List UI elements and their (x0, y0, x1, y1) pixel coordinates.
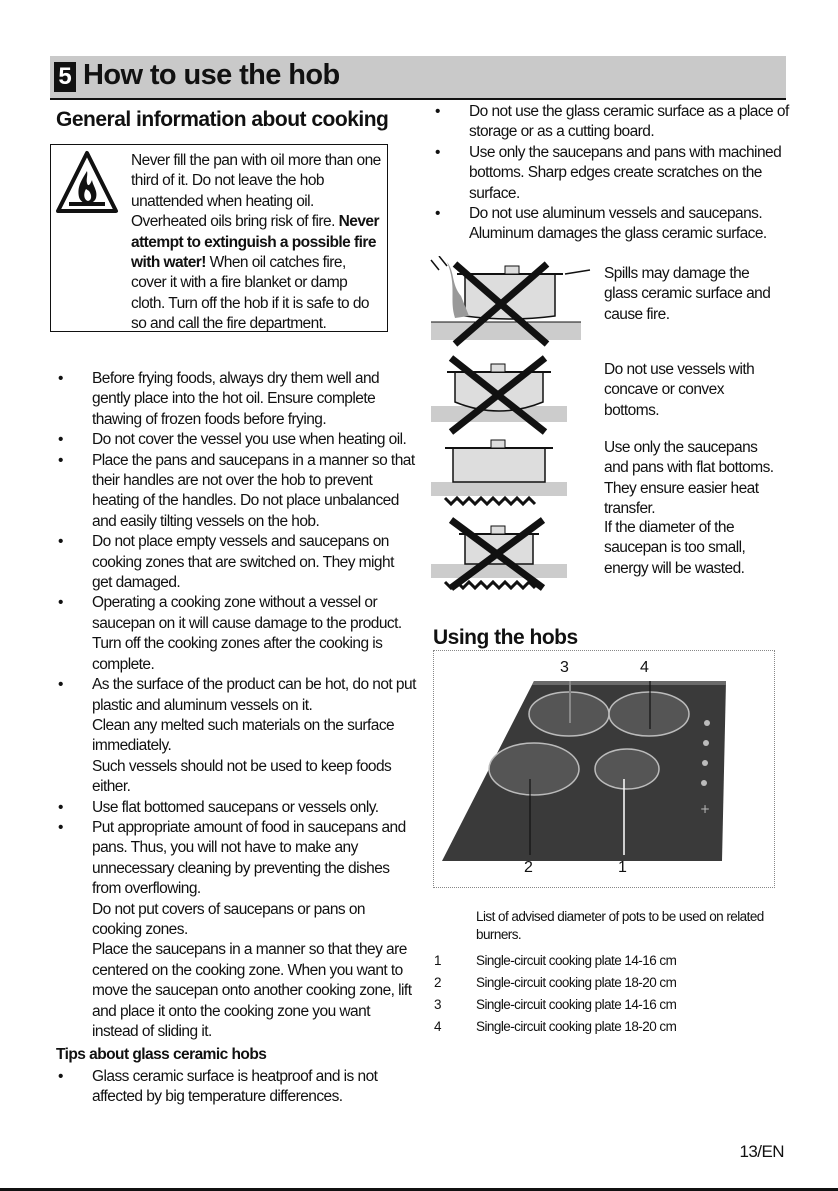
advised-row-number: 3 (434, 997, 441, 1012)
section-title: How to use the hob (83, 59, 340, 91)
hob-label-1: 1 (618, 859, 627, 876)
left-list-item: • Operating a cooking zone without a vessel or saucepan on it will cause damage to the product. Turn off the cooking zones after the cooking is complete. (56, 593, 416, 675)
small-pan-illustration (425, 512, 575, 594)
advised-row-number: 2 (434, 975, 441, 990)
advised-row-number: 1 (434, 953, 441, 968)
page-number: 13/EN (739, 1142, 784, 1161)
left-list-item: • Before frying foods, always dry them well and gently place into the hot oil. Ensure complete thawing of frozen foods before frying. (56, 369, 416, 430)
advised-row-text: Single-circuit cooking plate 14-16 cm (476, 997, 677, 1012)
left-list-item: Do not put covers of saucepans or pans on cooking zones. (92, 900, 365, 938)
right-list-item: • Do not use the glass ceramic surface as a place of storage or as a cutting board. (433, 102, 793, 143)
left-list-item: • Place the pans and saucepans in a manner so that their handles are not over the hob to prevent heating of the handles. Do not place unbalanced and easily tilting vessels on the hob. (56, 451, 416, 533)
warning-text-part1: Never fill the pan with oil more than one third of it. Do not leave the hob unattended when heating oil. Overheated oils bring risk of fire. (131, 152, 381, 231)
left-list-item: • Put appropriate amount of food in saucepans and pans. Thus, you will not have to make any unnecessary cleaning by preventing the dishes from overflowing. (56, 818, 416, 900)
using-hobs-heading: Using the hobs (433, 626, 578, 649)
left-list-item: Clean any melted such materials on the surface immediately. (92, 716, 395, 755)
concave-bottom-illustration (425, 354, 575, 436)
tips-heading: Tips about glass ceramic hobs (56, 1046, 267, 1063)
right-list-item: • Do not use aluminum vessels and saucepans. Aluminum damages the glass ceramic surface. (433, 204, 793, 245)
hob-label-3: 3 (560, 659, 569, 676)
advised-row-text: Single-circuit cooking plate 18-20 cm (476, 1019, 677, 1034)
fire-warning-icon (55, 149, 119, 219)
warning-text (131, 151, 383, 335)
svg-text:+: + (700, 802, 711, 816)
left-list-item: • As the surface of the product can be hot, do not put plastic and aluminum vessels on it. (56, 675, 416, 716)
warning-text-part2: When oil catches fire, cover it with a fire blanket or damp cloth. Turn off the hob if it is safe to do so and call the fire department. (131, 254, 369, 333)
hob-drawing (434, 651, 774, 887)
tips-list (56, 1067, 396, 1108)
advised-row-text: Single-circuit cooking plate 18-20 cm (476, 975, 677, 990)
warning-text-bold: Never attempt to extinguish a possible fire with water! (131, 213, 379, 272)
right-bullet-list (433, 102, 793, 245)
advised-diameters-list (434, 953, 794, 1043)
hob-label-2: 2 (524, 859, 533, 876)
tips-list-item: • Glass ceramic surface is heatproof and is not affected by big temperature differences. (56, 1067, 396, 1108)
concave-caption: Do not use vessels with concave or convex bottoms. (604, 361, 755, 419)
section-header (50, 56, 786, 100)
section-number-badge: 5 (54, 62, 76, 92)
left-list-item: • Do not place empty vessels and saucepans on cooking zones that are switched on. They might get damaged. (56, 532, 416, 593)
spills-illustration (425, 256, 591, 352)
left-bullet-list (56, 369, 416, 1042)
left-list-item: Such vessels should not be used to keep foods either. (92, 757, 392, 796)
right-list-item: • Use only the saucepans and pans with machined bottoms. Sharp edges create scratches on the surface. (433, 143, 793, 204)
left-list-item: • Use flat bottomed saucepans or vessels only. (56, 798, 416, 818)
small-pan-caption: If the diameter of the saucepan is too small, energy will be wasted. (604, 519, 746, 577)
general-info-heading: General information about cooking (56, 108, 389, 131)
left-list-item: Place the saucepans in a manner so that they are centered on the cooking zone. When you want to move the saucepan onto another cooking zone, lift and place it onto the cooking zone you want instead of sliding it. (92, 941, 412, 1040)
flat-caption: Use only the saucepans and pans with flat bottoms. They ensure easier heat transfer. (604, 439, 774, 518)
fire-warning-box (50, 144, 388, 332)
spills-caption: Spills may damage the glass ceramic surface and cause fire. (604, 265, 771, 323)
left-list-item: • Do not cover the vessel you use when heating oil. (56, 430, 416, 450)
advised-diameters-intro: List of advised diameter of pots to be used on related burners. (476, 909, 764, 942)
hob-label-4: 4 (640, 659, 649, 676)
hob-diagram (433, 650, 775, 888)
flat-bottom-illustration (425, 436, 575, 512)
advised-row-number: 4 (434, 1019, 441, 1034)
advised-row-text: Single-circuit cooking plate 14-16 cm (476, 953, 677, 968)
